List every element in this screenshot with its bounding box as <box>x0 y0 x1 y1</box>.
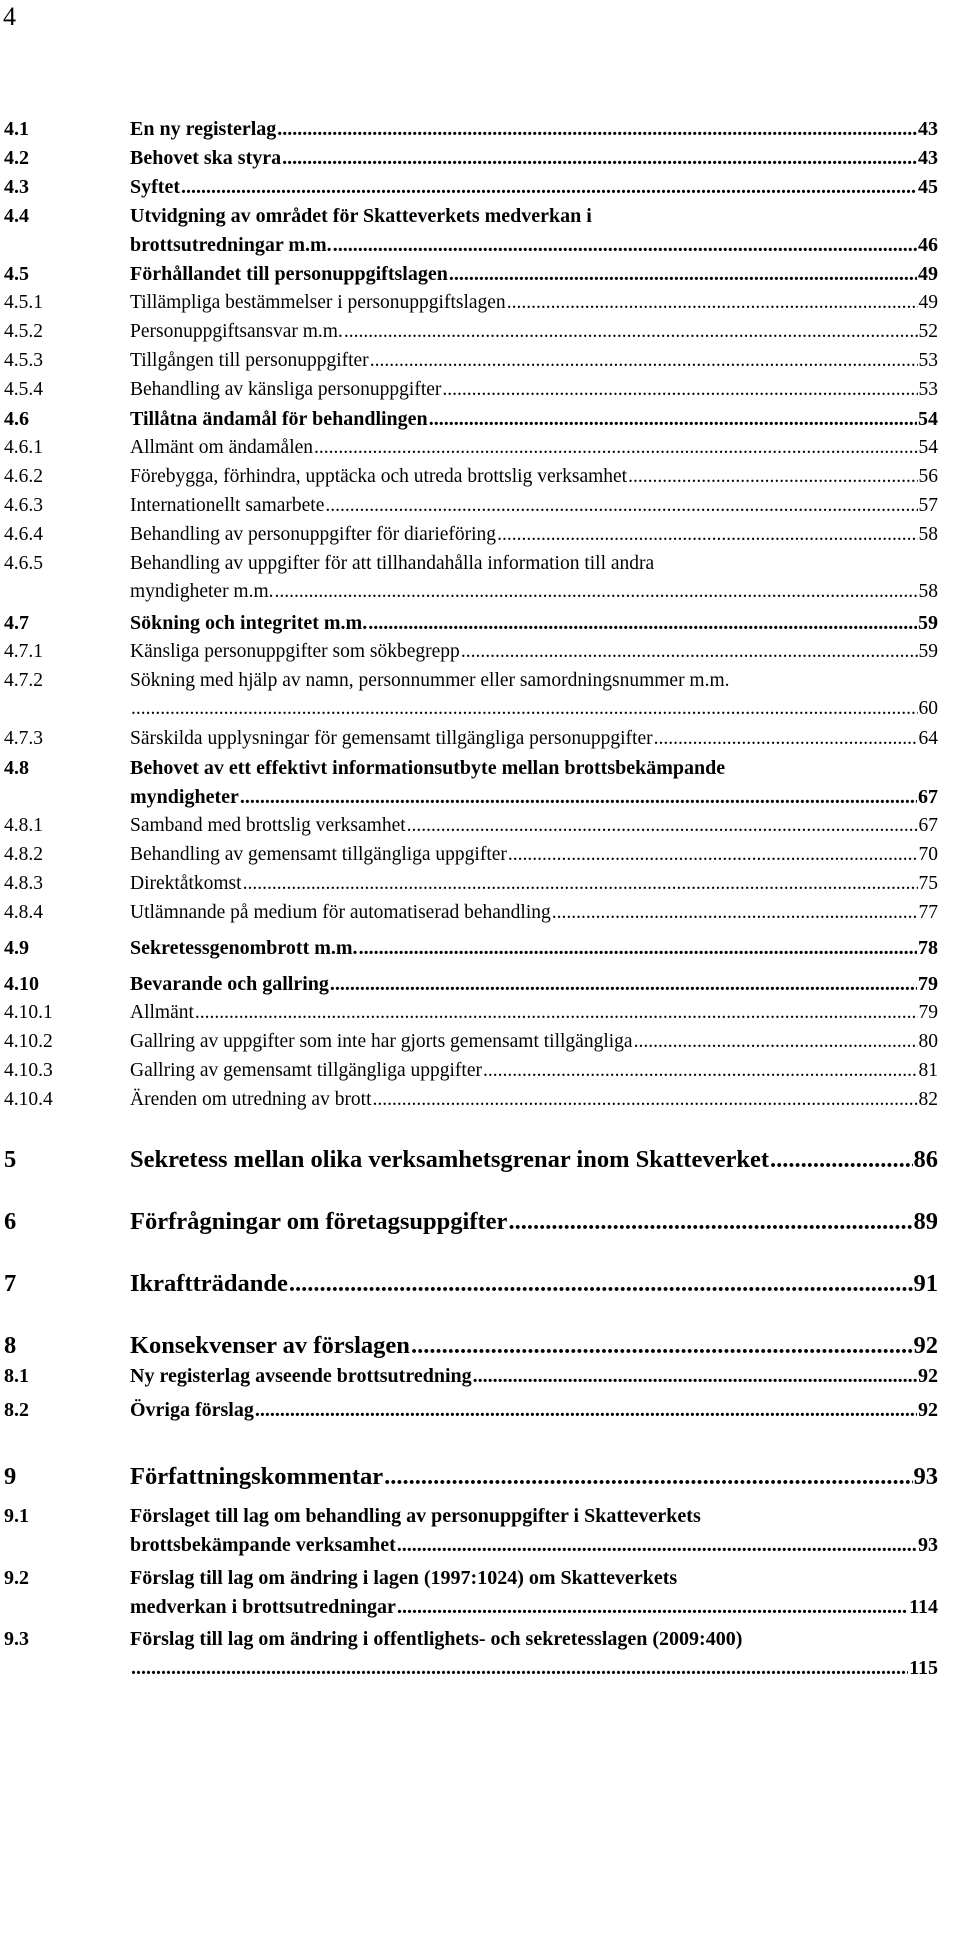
dot-leader <box>240 783 917 812</box>
toc-entry-title: Behovet ska styra <box>130 147 282 169</box>
toc-entry-body <box>130 492 938 520</box>
toc-entry-number: 4.5.4 <box>4 379 43 400</box>
toc-entry-page-number: 56 <box>918 466 938 487</box>
toc-entry-title: brottsutredningar m.m. <box>130 234 332 256</box>
toc-entry-page-number: 59 <box>918 641 938 662</box>
toc-entry-page-number: 53 <box>918 350 938 371</box>
toc-entry-number: 4.8 <box>4 757 29 779</box>
toc-entry-body <box>130 1460 938 1494</box>
toc-entry-title: Utlämnande på medium för automatiserad behandling <box>130 902 551 923</box>
toc-entry-body <box>130 521 938 549</box>
toc-entry-number: 4.1 <box>4 118 29 140</box>
toc-entry-page-number: 54 <box>918 408 938 430</box>
toc-entry-title: medverkan i brottsutredningar <box>130 1596 396 1618</box>
toc-entry-title: Direktåtkomst <box>130 873 242 894</box>
toc-entry-page-number: 53 <box>918 379 938 400</box>
toc-entry-number: 4.7.2 <box>4 670 43 691</box>
toc-entry-page-number: 57 <box>918 495 938 516</box>
dot-leader <box>473 1362 917 1391</box>
dot-leader <box>397 1593 908 1622</box>
dot-leader <box>654 725 918 753</box>
toc-entry-title: myndigheter m.m. <box>130 581 274 602</box>
toc-entry-body <box>130 434 938 462</box>
dot-leader <box>508 1205 912 1239</box>
toc-entry-page-number: 79 <box>918 1002 938 1023</box>
toc-entry-number: 4.10.2 <box>4 1031 53 1052</box>
toc-entry-number: 4.6.4 <box>4 524 43 545</box>
toc-entry-title-first-line: Förslaget till lag om behandling av personuppgifter i Skatteverkets <box>130 1505 701 1527</box>
toc-entry-number: 4.8.4 <box>4 902 43 923</box>
toc-entry-number: 4.8.3 <box>4 873 43 894</box>
toc-entry-body <box>130 405 938 434</box>
toc-entry-body <box>130 1143 938 1177</box>
toc-entry-title: Sökning och integritet m.m. <box>130 612 368 634</box>
toc-entry-title: Bevarande och gallring <box>130 973 329 995</box>
toc-entry-page-number: 49 <box>918 292 938 313</box>
toc-entry-title: Tillgången till personuppgifter <box>130 350 369 371</box>
toc-entry-number: 4.10.1 <box>4 1002 53 1023</box>
toc-entry-body <box>130 202 938 260</box>
toc-entry-title: Förhållandet till personuppgiftslagen <box>130 263 448 285</box>
dot-leader <box>330 970 917 999</box>
dot-leader <box>770 1143 913 1177</box>
toc-entry-title: Syftet <box>130 176 180 198</box>
toc-entry-body <box>130 260 938 289</box>
toc-entry-page-number: 54 <box>918 437 938 458</box>
dot-leader <box>634 1028 918 1056</box>
dot-leader <box>507 289 918 317</box>
toc-entry-title: Ny registerlag avseende brottsutredning <box>130 1365 472 1387</box>
toc-entry-number: 4.4 <box>4 205 29 227</box>
toc-entry-number: 5 <box>4 1146 17 1173</box>
toc-entry-body <box>130 725 938 753</box>
toc-entry-body <box>130 347 938 375</box>
toc-entry-number: 4.6.2 <box>4 466 43 487</box>
toc-entry-number: 9.3 <box>4 1628 29 1650</box>
toc-entry-number: 4.3 <box>4 176 29 198</box>
toc-entry-number: 4.5 <box>4 263 29 285</box>
toc-entry-title: Övriga förslag <box>130 1399 254 1421</box>
toc-entry-page-number: 92 <box>918 1399 938 1421</box>
toc-entry-title-first-line: Sökning med hjälp av namn, personnummer eller samordningsnummer m.m. <box>130 670 730 691</box>
toc-entry-title: Allmänt om ändamålen <box>130 437 314 458</box>
toc-entry-body <box>130 463 938 491</box>
dot-leader <box>275 578 918 606</box>
toc-entry-title: Internationellt samarbete <box>130 495 325 516</box>
toc-entry-number: 8.2 <box>4 1399 29 1421</box>
toc-entry-body <box>130 638 938 666</box>
toc-entry-title: Särskilda upplysningar för gemensamt tillgängliga personuppgifter <box>130 728 653 749</box>
page-number: 4 <box>3 2 16 31</box>
toc-entry-body <box>130 1396 938 1425</box>
toc-entry-number: 4.6.5 <box>4 553 43 574</box>
toc-entry-number: 9 <box>4 1463 17 1490</box>
dot-leader <box>483 1057 918 1085</box>
dot-leader <box>282 144 917 173</box>
toc-entry-page-number: 92 <box>913 1332 938 1359</box>
toc-entry-body <box>130 609 938 638</box>
toc-entry-page-number: 82 <box>918 1089 938 1110</box>
toc-entry-body <box>130 1028 938 1056</box>
toc-entry-title: Behandling av personuppgifter för diarieföring <box>130 524 497 545</box>
toc-entry-page-number: 79 <box>918 973 938 995</box>
toc-entry-body <box>130 999 938 1027</box>
dot-leader <box>449 260 917 289</box>
dot-leader <box>552 899 918 927</box>
toc-entry-body <box>130 841 938 869</box>
toc-entry-number: 4.9 <box>4 937 29 959</box>
toc-entry-title: En ny registerlag <box>130 118 277 140</box>
dot-leader <box>277 115 917 144</box>
toc-entry-page-number: 81 <box>918 1060 938 1081</box>
toc-entry-page-number: 59 <box>918 612 938 634</box>
toc-entry-title-first-line: Förslag till lag om ändring i offentlighets- och sekretesslagen (2009:400) <box>130 1628 743 1650</box>
toc-entry-title: Sekretess mellan olika verksamhetsgrenar inom Skatteverket <box>130 1146 769 1173</box>
toc-entry-body <box>130 289 938 317</box>
toc-entry-title-first-line: Behandling av uppgifter för att tillhandahålla information till andra <box>130 553 655 574</box>
dot-leader <box>359 934 917 963</box>
dot-leader <box>344 318 918 346</box>
dot-leader <box>314 434 917 462</box>
toc-entry-page-number: 64 <box>918 728 938 749</box>
toc-entry-body <box>130 144 938 173</box>
dot-leader <box>411 1329 913 1363</box>
toc-entry-body <box>130 870 938 898</box>
dot-leader <box>243 870 918 898</box>
toc-entry-title: Gallring av gemensamt tillgängliga uppgifter <box>130 1060 482 1081</box>
toc-entry-number: 4.5.3 <box>4 350 43 371</box>
toc-entry-title: Författningskommentar <box>130 1463 384 1490</box>
toc-entry-body <box>130 934 938 963</box>
toc-entry-page-number: 89 <box>913 1208 938 1235</box>
toc-entry-title: Ikraftträdande <box>130 1270 288 1297</box>
toc-entry-body <box>130 115 938 144</box>
dot-leader <box>508 841 918 869</box>
toc-entry-body <box>130 1329 938 1363</box>
toc-entry-number: 8 <box>4 1332 17 1359</box>
toc-entry-number: 4.8.1 <box>4 815 43 836</box>
toc-entry-body <box>130 1205 938 1239</box>
toc-entry-body <box>130 1502 938 1560</box>
toc-entry-page-number: 93 <box>918 1534 938 1556</box>
toc-entry-page-number: 43 <box>918 118 938 140</box>
toc-entry-number: 9.2 <box>4 1567 29 1589</box>
toc-entry-page-number: 58 <box>918 581 938 602</box>
toc-entry-title: Sekretessgenombrott m.m. <box>130 937 358 959</box>
toc-entry-body <box>130 812 938 840</box>
toc-entry-page-number: 114 <box>909 1596 938 1618</box>
dot-leader <box>368 609 917 638</box>
toc-entry-page-number: 80 <box>918 1031 938 1052</box>
dot-leader <box>181 173 917 202</box>
dot-leader <box>407 812 918 840</box>
toc-entry-number: 4.8.2 <box>4 844 43 865</box>
toc-entry-page-number: 115 <box>909 1657 938 1679</box>
toc-entry-body <box>130 899 938 927</box>
toc-entry-page-number: 58 <box>918 524 938 545</box>
toc-entry-title: Samband med brottslig verksamhet <box>130 815 406 836</box>
toc-entry-body <box>130 550 938 606</box>
toc-entry-number: 4.10 <box>4 973 39 995</box>
toc-entry-body <box>130 754 938 812</box>
dot-leader <box>628 463 917 491</box>
toc-entry-title-first-line: Utvidgning av området för Skatteverkets medverkan i <box>130 205 592 227</box>
toc-entry-page-number: 60 <box>918 698 938 719</box>
toc-entry-page-number: 67 <box>918 815 938 836</box>
toc-entry-title: Konsekvenser av förslagen <box>130 1332 410 1359</box>
toc-entry-title: Förebygga, förhindra, upptäcka och utreda brottslig verksamhet <box>130 466 628 487</box>
toc-entry-title-first-line: Behovet av ett effektivt informationsutbyte mellan brottsbekämpande <box>130 757 726 779</box>
toc-entry-title: Behandling av känsliga personuppgifter <box>130 379 442 400</box>
toc-entry-body <box>130 173 938 202</box>
toc-entry-body <box>130 667 938 723</box>
toc-entry-title-first-line: Förslag till lag om ändring i lagen (1997:1024) om Skatteverkets <box>130 1567 678 1589</box>
toc-entry-number: 8.1 <box>4 1365 29 1387</box>
toc-entry-number: 4.6 <box>4 408 29 430</box>
dot-leader <box>195 999 918 1027</box>
toc-entry-body <box>130 1564 938 1622</box>
toc-entry-title: Känsliga personuppgifter som sökbegrepp <box>130 641 460 662</box>
toc-entry-title: Ärenden om utredning av brott <box>130 1089 372 1110</box>
toc-entry-number: 7 <box>4 1270 17 1297</box>
dot-leader <box>325 492 917 520</box>
toc-entry-body <box>130 1625 938 1683</box>
toc-entry-body <box>130 1362 938 1391</box>
toc-entry-page-number: 45 <box>918 176 938 198</box>
toc-entry-number: 6 <box>4 1208 17 1235</box>
dot-leader <box>255 1396 917 1425</box>
toc-entry-page-number: 92 <box>918 1365 938 1387</box>
toc-entry-page-number: 86 <box>913 1146 938 1173</box>
toc-entry-title: Allmänt <box>130 1002 194 1023</box>
toc-entry-page-number: 67 <box>918 786 938 808</box>
toc-entry-number: 4.10.4 <box>4 1089 53 1110</box>
toc-entry-page-number: 70 <box>918 844 938 865</box>
dot-leader <box>461 638 918 666</box>
toc-entry-page-number: 93 <box>913 1463 938 1490</box>
dot-leader <box>442 376 917 404</box>
toc-entry-number: 4.7 <box>4 612 29 634</box>
toc-entry-title: Behandling av gemensamt tillgängliga uppgifter <box>130 844 507 865</box>
dot-leader <box>333 231 917 260</box>
dot-leader <box>131 1654 908 1683</box>
toc-entry-body <box>130 318 938 346</box>
toc-entry-body <box>130 376 938 404</box>
toc-entry-page-number: 43 <box>918 147 938 169</box>
toc-entry-body <box>130 1057 938 1085</box>
toc-entry-number: 4.10.3 <box>4 1060 53 1081</box>
toc-entry-number: 4.7.3 <box>4 728 43 749</box>
toc-entry-page-number: 91 <box>913 1270 938 1297</box>
dot-leader <box>384 1460 912 1494</box>
toc-entry-body <box>130 1267 938 1301</box>
toc-entry-title: brottsbekämpande verksamhet <box>130 1534 396 1556</box>
toc-entry-number: 4.6.1 <box>4 437 43 458</box>
toc-entry-number: 4.5.1 <box>4 292 43 313</box>
toc-entry-page-number: 78 <box>918 937 938 959</box>
toc-entry-page-number: 75 <box>918 873 938 894</box>
dot-leader <box>429 405 917 434</box>
toc-entry-number: 4.2 <box>4 147 29 169</box>
toc-entry-title: Tillåtna ändamål för behandlingen <box>130 408 428 430</box>
dot-leader <box>289 1267 913 1301</box>
toc-entry-body <box>130 1086 938 1114</box>
toc-entry-body <box>130 970 938 999</box>
toc-entry-title: Förfrågningar om företagsuppgifter <box>130 1208 508 1235</box>
toc-entry-number: 9.1 <box>4 1505 29 1527</box>
toc-entry-title: Tillämpliga bestämmelser i personuppgiftslagen <box>130 292 506 313</box>
toc-entry-title: Gallring av uppgifter som inte har gjorts gemensamt tillgängliga <box>130 1031 633 1052</box>
toc-entry-title: Personuppgiftsansvar m.m. <box>130 321 343 342</box>
dot-leader <box>131 695 918 723</box>
toc-entry-page-number: 46 <box>918 234 938 256</box>
dot-leader <box>370 347 918 375</box>
dot-leader <box>373 1086 918 1114</box>
toc-entry-number: 4.6.3 <box>4 495 43 516</box>
toc-entry-title: myndigheter <box>130 786 239 808</box>
dot-leader <box>397 1531 917 1560</box>
toc-entry-page-number: 52 <box>918 321 938 342</box>
dot-leader <box>497 521 917 549</box>
toc-entry-number: 4.5.2 <box>4 321 43 342</box>
toc-entry-page-number: 49 <box>918 263 938 285</box>
toc-entry-page-number: 77 <box>918 902 938 923</box>
toc-entry-number: 4.7.1 <box>4 641 43 662</box>
